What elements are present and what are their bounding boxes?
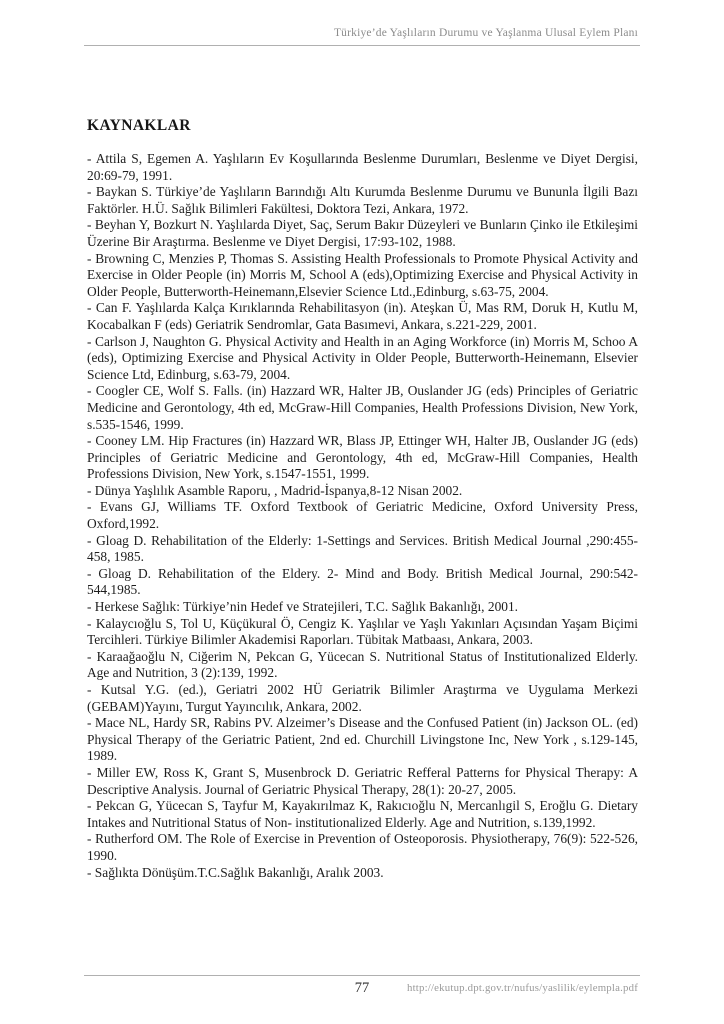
page-title: KAYNAKLAR [87, 117, 191, 134]
reference-item: - Evans GJ, Williams TF. Oxford Textbook of Geriatric Medicine, Oxford University Press, Oxford,1992. [87, 499, 638, 532]
reference-item: - Herkese Sağlık: Türkiye’nin Hedef ve Stratejileri, T.C. Sağlık Bakanlığı, 2001. [87, 599, 519, 615]
reference-item: - Carlson J, Naughton G. Physical Activity and Health in an Aging Workforce (in) Morris M, Schoo A (eds), Optimizing Exercise and Physical Activity in Older People, Butterworth-Heinemann, Elsevier Science Ltd, Edinburg, s.63-79, 2004. [87, 333, 638, 382]
references-list [87, 151, 638, 881]
reference-item: - Miller EW, Ross K, Grant S, Musenbrock D. Geriatric Refferal Patterns for Physical Therapy: A Descriptive Analysis. Journal of Geriatric Physical Therapy, 28(1): 20-27, 2005. [87, 764, 638, 797]
reference-item: - Gloag D. Rehabilitation of the Eldery. 2- Mind and Body. British Medical Journal, 290:542-544,1985. [87, 565, 638, 598]
reference-item: - Can F. Yaşlılarda Kalça Kırıklarında Rehabilitasyon (in). Ateşkan Ü, Mas RM, Doruk H, Kutlu M, Kocabalkan F (eds) Geriatrik Sendromlar, Gata Basımevi, Ankara, s.221-229, 2001. [87, 300, 638, 332]
reference-item: - Kutsal Y.G. (ed.), Geriatri 2002 HÜ Geriatrik Bilimler Araştırma ve Uygulama Merkezi (GEBAM)Yayını, Turgut Yayıncılık, Ankara, 2002. [87, 682, 638, 714]
reference-item: - Cooney LM. Hip Fractures (in) Hazzard WR, Blass JP, Ettinger WH, Halter JB, Ouslander JG (eds) Principles of Geriatric Medicine and Gerontology, 4th ed, McGraw-Hill Companies, Health Professions Division, New York, s.1547-1551, 1999. [87, 433, 638, 482]
reference-item: - Rutherford OM. The Role of Exercise in Prevention of Osteoporosis. Physiotherapy, 76(9): 522-526, 1990. [87, 831, 638, 863]
reference-item: - Gloag D. Rehabilitation of the Elderly: 1-Settings and Services. British Medical Journal ,290:455-458, 1985. [87, 532, 638, 565]
reference-item: - Pekcan G, Yücecan S, Tayfur M, Kayakırılmaz K, Rakıcıoğlu N, Mercanlıgil S, Eroğlu G. Dietary Intakes and Nutritional Status of Non- institutionalized Elderly. Age and Nutrition, s.139,1992. [87, 798, 638, 830]
reference-item: - Browning C, Menzies P, Thomas S. Assisting Health Professionals to Promote Physical Activity and Exercise in Older People (in) Morris M, School A (eds),Optimizing Exercise and Physical Activity in Older People, Butterworth-Heinemann,Elsevier Science Ltd.,Edinburg, s.63-75, 2004. [87, 250, 638, 299]
footer-source-url: http://ekutup.dpt.gov.tr/nufus/yaslilik/eylempla.pdf [406, 982, 638, 994]
reference-item: - Karaağaoğlu N, Ciğerim N, Pekcan G, Yücecan S. Nutritional Status of Institutionalized Elderly. Age and Nutrition, 3 (2):139, 1992. [87, 648, 638, 681]
reference-item: - Dünya Yaşlılık Asamble Raporu, , Madrid-İspanya,8-12 Nisan 2002. [87, 482, 463, 498]
reference-item: - Attila S, Egemen A. Yaşlıların Ev Koşullarında Beslenme Durumları, Beslenme ve Diyet Dergisi, 20:69-79, 1991. [87, 151, 638, 183]
reference-item: - Kalaycıoğlu S, Tol U, Küçükural Ö, Cengiz K. Yaşlılar ve Yaşlı Yakınları Açısından Yaşam Biçimi Tercihleri. Türkiye Bilimler Akademisi Raporları. Tübitak Matbaası, Ankara, 2003. [87, 615, 638, 648]
header-divider [84, 45, 640, 46]
page-number: 77 [354, 980, 370, 996]
reference-item: - Beyhan Y, Bozkurt N. Yaşlılarda Diyet, Saç, Serum Bakır Düzeyleri ve Bunların Çinko ile Etkileşimi Üzerine Bir Araştırma. Beslenme ve Diyet Dergisi, 17:93-102, 1988. [87, 217, 638, 249]
reference-item: - Sağlıkta Dönüşüm.T.C.Sağlık Bakanlığı, Aralık 2003. [87, 864, 384, 880]
reference-item: - Coogler CE, Wolf S. Falls. (in) Hazzard WR, Halter JB, Ouslander JG (eds) Principles of Geriatric Medicine and Gerontology, 4th ed, McGraw-Hill Companies, Health Professions Division, New York, s.535-1546, 1999. [87, 383, 638, 432]
reference-item: - Baykan S. Türkiye’de Yaşlıların Barındığı Altı Kurumda Beslenme Durumu ve Bununla İlgili Bazı Faktörler. H.Ü. Sağlık Bilimleri Fakültesi, Doktora Tezi, Ankara, 1972. [87, 184, 638, 216]
footer-divider [84, 975, 640, 976]
reference-item: - Mace NL, Hardy SR, Rabins PV. Alzeimer’s Disease and the Confused Patient (in) Jackson OL. (ed) Physical Therapy of the Geriatric Patient, 2nd ed. Churchill Livingstone Inc, New York , s.129-145, 1989. [87, 715, 638, 764]
running-header: Türkiye’de Yaşlıların Durumu ve Yaşlanma Ulusal Eylem Planı [333, 27, 638, 39]
